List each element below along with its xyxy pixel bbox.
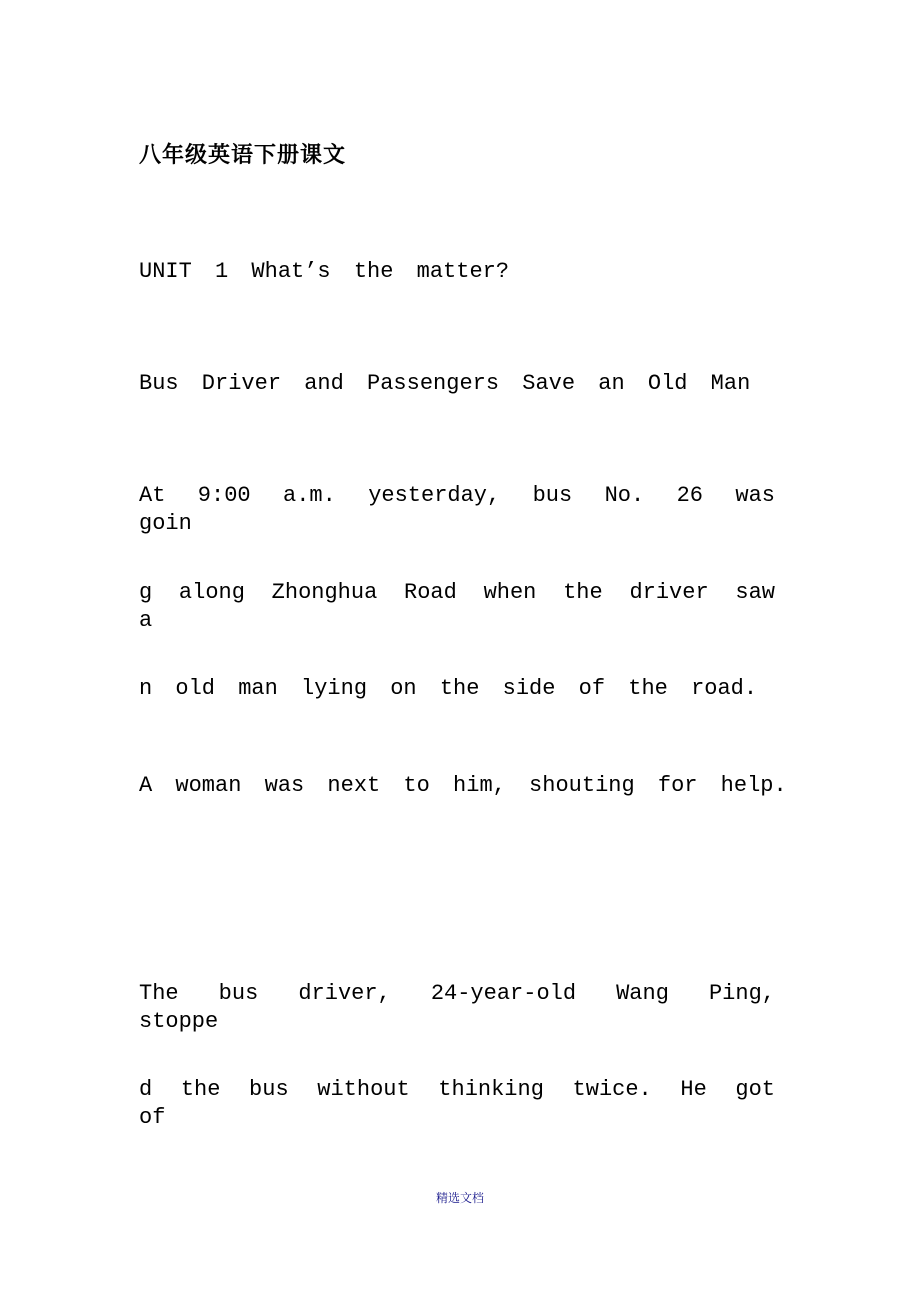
document-title: 八年级英语下册课文 bbox=[139, 143, 347, 168]
text-line: A woman was next to him, shouting for help. bbox=[139, 773, 787, 798]
text-line: d the bus without thinking twice. He got of bbox=[139, 1077, 775, 1130]
text-line: At 9:00 a.m. yesterday, bus No. 26 was goin bbox=[139, 483, 775, 536]
text-line: n old man lying on the side of the road. bbox=[139, 676, 758, 701]
unit-heading: UNIT 1 What’s the matter? bbox=[139, 259, 510, 284]
text-line: The bus driver, 24-year-old Wang Ping, stoppe bbox=[139, 981, 775, 1034]
article-headline: Bus Driver and Passengers Save an Old Man bbox=[139, 371, 751, 396]
page-footer: 精选文档 bbox=[435, 1191, 484, 1205]
text-line: g along Zhonghua Road when the driver saw a bbox=[139, 580, 775, 633]
